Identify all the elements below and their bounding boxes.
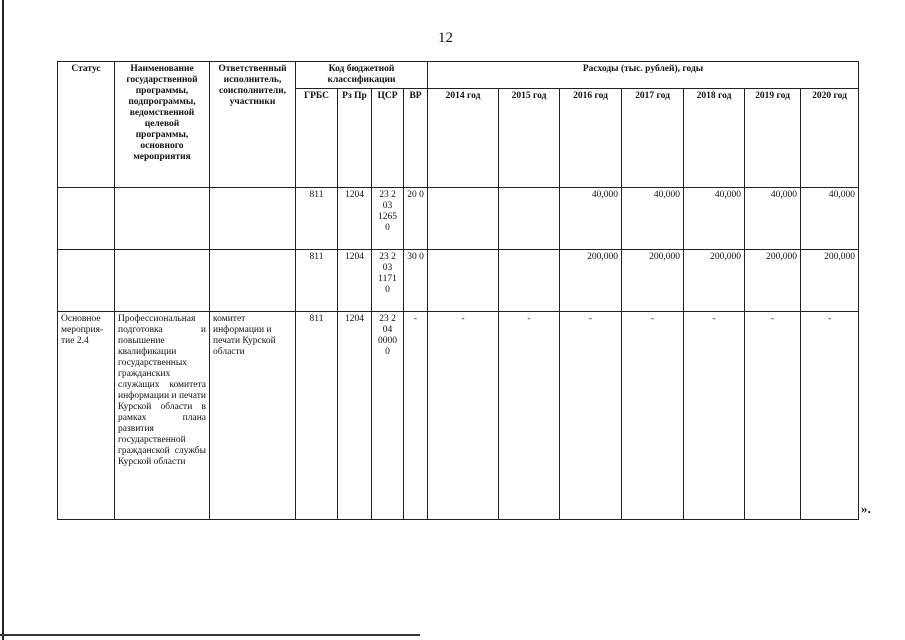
cell-2014 <box>428 188 499 250</box>
cell-2014 <box>428 250 499 312</box>
header-budget-code: Код бюджетной классификации <box>296 62 428 89</box>
header-year-2018: 2018 год <box>684 89 745 188</box>
header-code-grbs: ГРБС <box>296 89 338 188</box>
cell-rzpr: 1204 <box>338 188 372 250</box>
cell-2017: - <box>622 312 684 520</box>
header-code-csr: ЦСР <box>372 89 404 188</box>
header-year-2015: 2015 год <box>499 89 560 188</box>
cell-2019: - <box>745 312 801 520</box>
header-name: Наименование государственной программы, подпрограммы, ведомственной целевой программы, основного мероприятия <box>115 62 210 188</box>
cell-csr: 23 2 03 1265 0 <box>372 188 404 250</box>
cell-grbs: 811 <box>296 250 338 312</box>
cell-vr: 30 0 <box>404 250 428 312</box>
cell-grbs: 811 <box>296 188 338 250</box>
cell-grbs: 811 <box>296 312 338 520</box>
cell-status: Основное мероприя-тие 2.4 <box>58 312 115 520</box>
cell-csr: 23 2 03 1171 0 <box>372 250 404 312</box>
header-code-rzpr: Рз Пр <box>338 89 372 188</box>
cell-vr: 20 0 <box>404 188 428 250</box>
budget-table <box>57 61 859 520</box>
cell-2017: 40,000 <box>622 188 684 250</box>
cell-status <box>58 250 115 312</box>
header-status: Статус <box>58 62 115 188</box>
header-year-2020: 2020 год <box>801 89 859 188</box>
cell-2019: 40,000 <box>745 188 801 250</box>
table-row <box>58 188 859 250</box>
cell-2018: - <box>684 312 745 520</box>
cell-2019: 200,000 <box>745 250 801 312</box>
cell-rzpr: 1204 <box>338 250 372 312</box>
header-responsible: Ответственный исполнитель, соисполнители, участники <box>210 62 296 188</box>
header-code-vr: ВР <box>404 89 428 188</box>
header-row-top <box>58 62 859 89</box>
cell-2020: 40,000 <box>801 188 859 250</box>
cell-name <box>115 250 210 312</box>
cell-status <box>58 188 115 250</box>
cell-responsible <box>210 250 296 312</box>
cell-2018: 40,000 <box>684 188 745 250</box>
cell-2014: - <box>428 312 499 520</box>
cell-csr: 23 2 04 0000 0 <box>372 312 404 520</box>
header-year-2016: 2016 год <box>560 89 622 188</box>
header-year-2019: 2019 год <box>745 89 801 188</box>
cell-2015 <box>499 250 560 312</box>
table-row <box>58 312 859 520</box>
cell-2020: 200,000 <box>801 250 859 312</box>
cell-2017: 200,000 <box>622 250 684 312</box>
cell-rzpr: 1204 <box>338 312 372 520</box>
cell-2016: 200,000 <box>560 250 622 312</box>
cell-vr: - <box>404 312 428 520</box>
closing-quote: ». <box>861 501 871 516</box>
cell-2016: 40,000 <box>560 188 622 250</box>
cell-2020: - <box>801 312 859 520</box>
cell-responsible <box>210 188 296 250</box>
header-year-2017: 2017 год <box>622 89 684 188</box>
cell-name: Профессиональная подготовка и повышение квалификации государственных гражданских служащих комитета информации и печати Курской области в рамках плана развития государственной гражданской службы Курской области <box>115 312 210 520</box>
cell-name <box>115 188 210 250</box>
cell-2018: 200,000 <box>684 250 745 312</box>
header-expenses: Расходы (тыс. рублей), годы <box>428 62 859 89</box>
page-bottom-rule <box>0 634 420 636</box>
cell-2016: - <box>560 312 622 520</box>
page-number: 12 <box>438 30 453 46</box>
cell-2015 <box>499 188 560 250</box>
page-left-border <box>2 0 4 640</box>
cell-responsible: комитет информации и печати Курской области <box>210 312 296 520</box>
header-year-2014: 2014 год <box>428 89 499 188</box>
table-row <box>58 250 859 312</box>
cell-2015: - <box>499 312 560 520</box>
